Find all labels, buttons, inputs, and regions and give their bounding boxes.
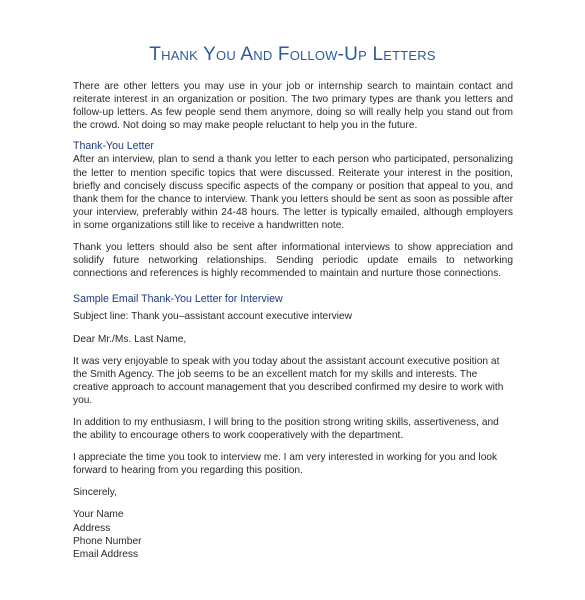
- letter-paragraph-1: It was very enjoyable to speak with you today about the assistant account executive position at the Smith Agency. The job seems to be an excellent match for my skills and interests. The creative approach to account management that you described confirmed my desire to work with you.: [73, 355, 504, 406]
- salutation: Dear Mr./Ms. Last Name,: [73, 333, 187, 345]
- thank-you-paragraph-1: After an interview, plan to send a thank you letter to each person who participated, personalizing the letter to mention specific topics that were discussed. Reiterate your interest in the position, briefly and concisely discuss specific aspects of the company or position that appeal to you, and thank them for the chance to interview. Thank you letters should be sent as soon as possible after your interview, preferably within 24-48 hours. The letter is typically emailed, although employers in some organizations still like to receive a handwritten note.: [73, 154, 513, 231]
- sample-heading: Sample Email Thank-You Letter for Interview: [73, 293, 283, 306]
- page-title: Thank You And Follow-Up Letters: [149, 44, 436, 65]
- closing: Sincerely,: [73, 487, 117, 499]
- subject-line: Subject line: Thank you–assistant account executive interview: [73, 311, 352, 323]
- document-body: [73, 80, 513, 561]
- signature-email: Email Address: [73, 548, 139, 560]
- intro-paragraph: There are other letters you may use in your job or internship search to maintain contact and reiterate interest in an organization or position. The two primary types are thank you letters and follow-up letters. As few people send them anymore, doing so will really help you stand out from the crowd. Not doing so may make people reluctant to help you in the future.: [73, 81, 513, 132]
- signature-name: Your Name: [73, 509, 124, 521]
- letter-paragraph-3: I appreciate the time you took to interview me. I am very interested in working for you and look forward to hearing from you regarding this position.: [73, 452, 498, 477]
- signature-phone: Phone Number: [73, 535, 142, 547]
- signature-address: Address: [73, 522, 111, 534]
- letter-paragraph-2: In addition to my enthusiasm, I will bring to the position strong writing skills, assertiveness, and the ability to encourage others to work cooperatively with the department.: [73, 416, 499, 442]
- thank-you-heading: Thank-You Letter: [73, 140, 154, 153]
- thank-you-paragraph-2: Thank you letters should also be sent after informational interviews to show appreciation and solidify future networking relationships. Sending periodic update emails to networking connections and references is highly recommended to maintain and nurture those connections.: [73, 242, 513, 280]
